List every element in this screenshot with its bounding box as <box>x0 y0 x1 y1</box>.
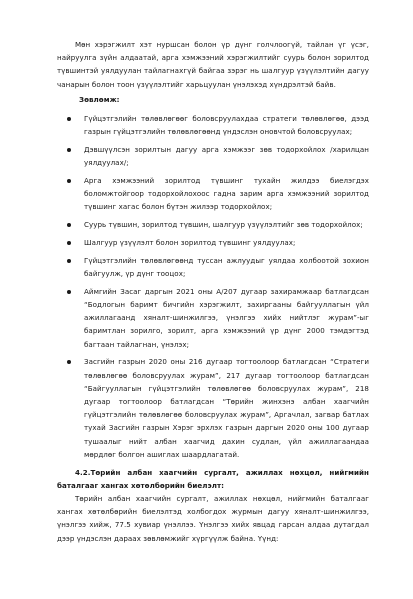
list-item: Суурь түвшин, зорилтод түвшин, шалгуур үзүүлэлтийг зөв тодорхойлох; <box>57 218 369 231</box>
bullet-icon <box>67 241 71 245</box>
intro-paragraph: Мөн хэрэгжилт хэт нуршсан болон үр дүнг голчлоогүй, тайлан үг үсэг, найруулга зүйн алдаатай, арга хэмжээний хэрэгжилтийг суурь болон зорилтод түвшинтэй уялдуулан тайлагнахгүй байгаа зэрэг нь шалгуур үзүүлэлтийн дагуу чанарын болон тоон үзүүлэлтийг харьцуулан үнэлэхэд хүндрэлтэй байв. <box>57 40 369 89</box>
bullet-icon <box>67 148 71 152</box>
list-item: Засгийн газрын 2020 оны 216 дугаар тогтоолоор батлагдсан “Стратеги төлөвлөгөө боловсруулах журам”, 217 дугаар тогтоолоор батлагдсан “Байгууллагын гүйцэтгэлийн төлөвлөгөө боловсруулах журам”, 218 дугаар тогтоолоор батлагдсан “Төрийн жинхэнэ албан хаагчийн гүйцэтгэлийн төлөвлөгөө боловсруулах журам”, Аргачлал, загвар батлах тухай Засгийн газрын Хэрэг эрхлэх газрын даргын 2020 оны 100 дугаар тушаалыг нийт албан хаагчид дахин судлан, үйл ажиллагаандаа мөрдлөг болгон ашиглах шаардлагатай. <box>57 355 369 461</box>
bullet-icon <box>67 179 71 183</box>
section-heading <box>57 466 369 492</box>
bullet-icon <box>67 290 71 294</box>
recommendation-heading: Зөвлөмж: <box>79 94 120 104</box>
list-item: Арга хэмжээний зорилтод түвшинг тухайн жилдээ биелэгдэх боломжтойгоор тодорхойлохоос гадна зарим арга хэмжээний зорилтод түвшинг хагас болон бүтэн жилээр тодорхойлох; <box>57 174 369 214</box>
bullet-icon <box>67 360 71 364</box>
list-item: Аймгийн Засаг даргын 2021 оны А/207 дугаар захирамжаар батлагдсан “Бодлогын баримт бичгийн хэрэгжилт, захиргааны байгууллагын үйл ажиллагаанд хяналт-шинжилгээ, үнэлгээ хийх нийтлэг журам”-ыг баримтлан зорилго, зорилт, арга хэмжээний үр дүнг 2000 тэмдэгтэд багтаан тайлагнан, үнэлэх; <box>57 285 369 351</box>
closing-paragraph: Төрийн албан хаагчийн сургалт, ажиллах нөхцөл, нийгмийн баталгааг хангах хөтөлбөрийн биелэлтэд холбогдох журмын дагуу хяналт-шинжилгээ, үнэлгээ хийж, 77.5 хувиар үнэллээ. Үнэлгээ хийх явцад гарсан алдаа дутагдал дээр үндэслэн дараах зөвлөмжийг хүргүүлж байна. Үүнд: <box>57 494 369 543</box>
section-title: Төрийн албан хаагчийн сургалт, ажиллах нөхцөл, нийгмийн баталгааг хангах хөтөлбөрийн биелэлт: <box>57 467 369 490</box>
list-item: Дэвшүүлсэн зорилтын дагуу арга хэмжээг зөв тодорхойлох /харилцан уялдуулах/; <box>57 143 369 169</box>
section-number: 4.2. <box>75 467 91 477</box>
list-item: Гүйцэтгэлийн төлөвлөгөөнд туссан ажлуудыг уялдаа холбоотой зохион байгуулж, үр дүнг тооцох; <box>57 254 369 280</box>
bullet-icon <box>67 259 71 263</box>
bullet-icon <box>67 117 71 121</box>
bullet-icon <box>67 223 71 227</box>
list-item: Гүйцэтгэлийн төлөвлөгөөг боловсруулахдаа стратеги төлөвлөгөө, дээд газрын гүйцэтгэлийн төлөвлөгөөнд үндэслэн оновчтой боловсруулах; <box>57 112 369 138</box>
list-item: Шалгуур үзүүлэлт болон зорилтод түвшинг уялдуулах; <box>57 236 369 249</box>
recommendation-list <box>57 112 369 461</box>
